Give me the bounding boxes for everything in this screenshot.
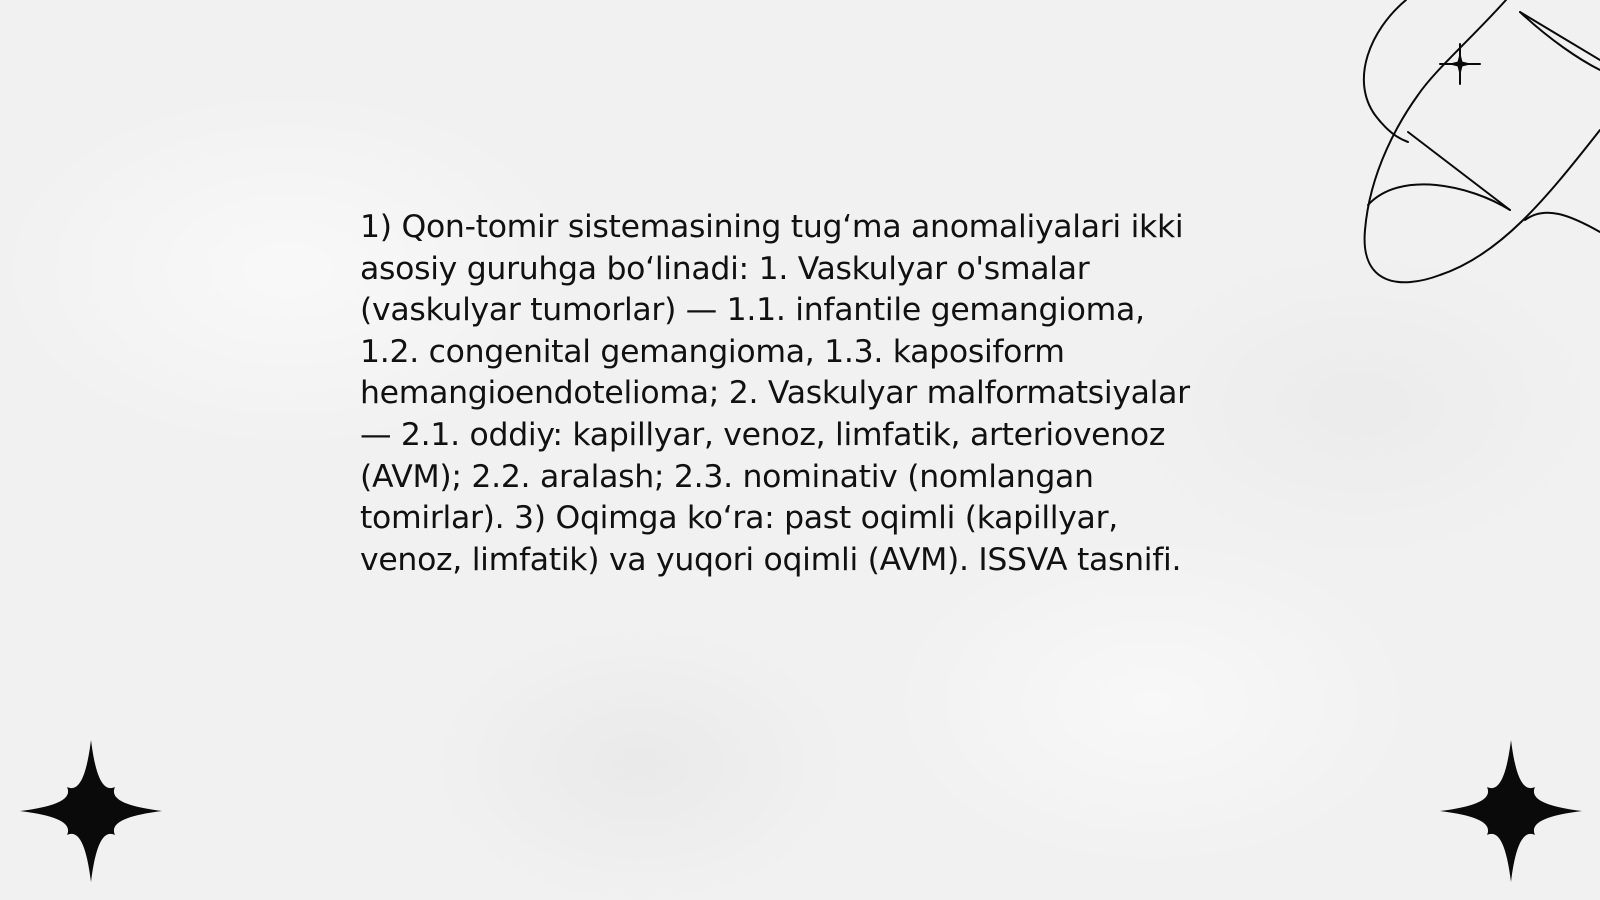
four-point-star-icon bbox=[20, 740, 162, 882]
body-line-3: (vaskulyar tumorlar) — 1.1. infantile gemangioma, bbox=[360, 292, 1145, 329]
body-line-4: 1.2. congenital gemangioma, 1.3. kaposiform bbox=[360, 333, 1065, 370]
body-line-9: venoz, limfatik) va yuqori oqimli (AVM). ISSVA tasnifi. bbox=[360, 541, 1182, 578]
body-line-1: 1) Qon-tomir sistemasining tug‘ma anomaliyalari ikki bbox=[360, 209, 1184, 245]
body-line-2: asosiy guruhga bo‘linadi: 1. Vaskulyar o'smalar bbox=[360, 250, 1090, 287]
slide-body-text bbox=[360, 207, 1240, 581]
orbit-sparkle-icon bbox=[1330, 0, 1600, 300]
four-point-star-icon bbox=[1440, 740, 1582, 882]
body-line-8: tomirlar). 3) Oqimga ko‘ra: past oqimli (kapillyar, bbox=[360, 500, 1118, 537]
body-line-6: — 2.1. oddiy: kapillyar, venoz, limfatik, arteriovenoz bbox=[360, 416, 1166, 453]
body-line-7: (AVM); 2.2. aralash; 2.3. nominativ (nomlangan bbox=[360, 458, 1094, 495]
body-line-5: hemangioendotelioma; 2. Vaskulyar malformatsiyalar bbox=[360, 375, 1190, 412]
